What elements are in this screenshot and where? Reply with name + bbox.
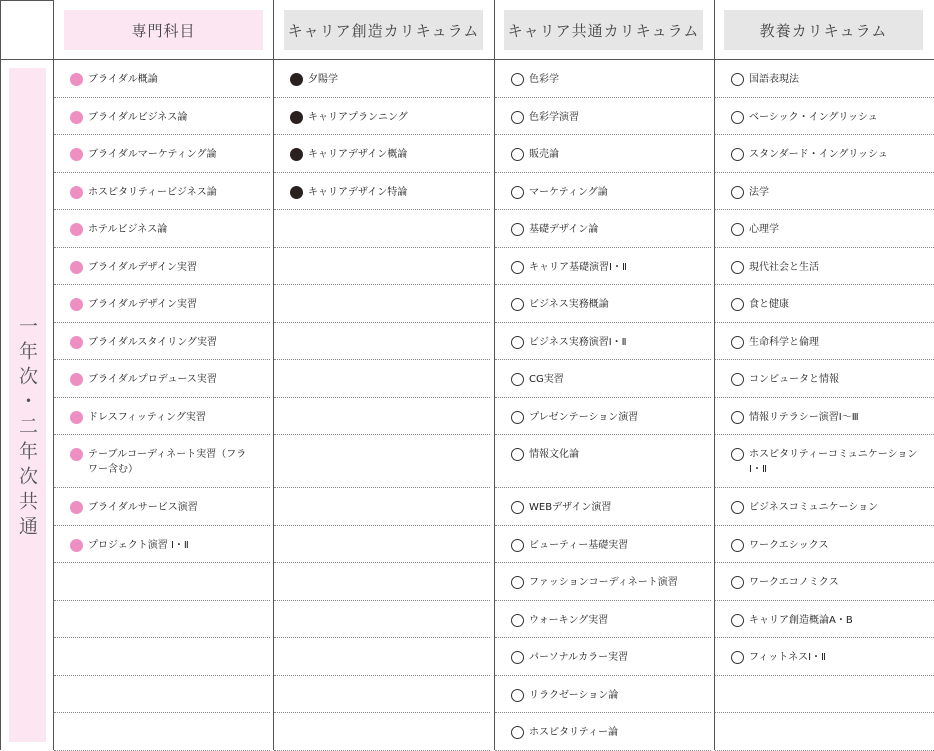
table-row (715, 713, 934, 751)
table-row (495, 210, 711, 248)
open-circle-icon (731, 186, 744, 199)
course-name: プロジェクト演習 Ⅰ・Ⅱ (88, 539, 189, 551)
open-circle-icon (511, 186, 524, 199)
table-row (54, 526, 270, 564)
pink-dot-icon (70, 373, 83, 386)
course-name: ブライダルプロデュース実習 (88, 374, 217, 385)
course-name: ビジネス実務概論 (529, 299, 609, 310)
table-row (715, 563, 934, 601)
course-name: 生命科学と倫理 (749, 336, 819, 348)
table-row (715, 98, 934, 136)
table-row (715, 135, 934, 173)
table-row (274, 60, 490, 98)
table-row (715, 676, 934, 714)
table-row (495, 676, 711, 714)
black-dot-icon (290, 186, 303, 199)
open-circle-icon (731, 336, 744, 349)
pink-dot-icon (70, 539, 83, 552)
open-circle-icon (511, 689, 524, 702)
course-name: マーケティング論 (529, 186, 608, 198)
course-name: ベーシック・イングリッシュ (749, 111, 878, 123)
course-name: 現代社会と生活 (749, 261, 819, 273)
table-row (54, 323, 270, 361)
pink-dot-icon (70, 148, 83, 161)
open-circle-icon (731, 223, 744, 236)
table-row (274, 248, 490, 286)
table-row (274, 488, 490, 526)
table-row (54, 435, 270, 488)
course-name: 情報文化論 (529, 449, 579, 460)
course-name: ブライダルマーケティング論 (88, 149, 217, 160)
table-row (274, 135, 490, 173)
course-name: ブライダルデザイン実習 (88, 261, 197, 273)
course-name: 色彩学 (529, 74, 559, 85)
table-row (715, 285, 934, 323)
column-senmon (54, 60, 270, 751)
table-row (715, 210, 934, 248)
course-name: パーソナルカラー実習 (529, 652, 629, 663)
course-name: ブライダル概論 (88, 74, 158, 85)
open-circle-icon (511, 614, 524, 627)
table-row (495, 98, 711, 136)
table-row (54, 563, 270, 601)
grid-line (0, 0, 54, 1)
course-name: ドレスフィッティング実習 (88, 411, 206, 423)
table-row (274, 210, 490, 248)
course-name: 販売論 (529, 149, 559, 160)
open-circle-icon (731, 576, 744, 589)
course-name: コンピュータと情報 (749, 374, 839, 385)
course-name: ビューティー基礎実習 (529, 539, 629, 551)
open-circle-icon (511, 501, 524, 514)
table-row (274, 173, 490, 211)
course-name: 食と健康 (749, 299, 789, 310)
table-row (274, 360, 490, 398)
course-name: フィットネスⅠ・Ⅱ (749, 652, 826, 663)
black-dot-icon (290, 148, 303, 161)
column-liberal-arts (715, 60, 934, 751)
open-circle-icon (731, 148, 744, 161)
course-name: ビジネス実務演習Ⅰ・Ⅱ (529, 336, 627, 348)
table-row (274, 676, 490, 714)
open-circle-icon (731, 261, 744, 274)
table-row (54, 248, 270, 286)
table-row (715, 601, 934, 639)
table-row (54, 713, 270, 751)
table-row (495, 563, 711, 601)
pink-dot-icon (70, 411, 83, 424)
table-row (495, 135, 711, 173)
course-name: リラクゼーション論 (529, 689, 619, 701)
course-name: スタンダード・イングリッシュ (749, 149, 888, 160)
course-name: 情報リテラシー演習Ⅰ〜Ⅲ (749, 411, 859, 423)
table-row (715, 638, 934, 676)
black-dot-icon (290, 111, 303, 124)
open-circle-icon (511, 411, 524, 424)
table-row (715, 248, 934, 286)
open-circle-icon (731, 111, 744, 124)
table-row (715, 323, 934, 361)
table-row (54, 173, 270, 211)
course-name: ホスピタリティーコミュニケーションⅠ・Ⅱ (749, 449, 918, 475)
table-row (274, 398, 490, 436)
open-circle-icon (731, 73, 744, 86)
open-circle-icon (731, 448, 744, 461)
open-circle-icon (731, 501, 744, 514)
open-circle-icon (511, 223, 524, 236)
course-name: キャリア創造概論A・B (749, 614, 853, 626)
year-label: 一年次・二年次共通 (16, 316, 38, 541)
course-name: ホスピタリティービジネス論 (88, 186, 217, 198)
table-row (495, 488, 711, 526)
table-row (715, 360, 934, 398)
table-row (495, 398, 711, 436)
pink-dot-icon (70, 223, 83, 236)
table-row (274, 601, 490, 639)
table-row (274, 285, 490, 323)
open-circle-icon (511, 298, 524, 311)
table-row (54, 638, 270, 676)
open-circle-icon (511, 651, 524, 664)
table-row (495, 60, 711, 98)
pink-dot-icon (70, 73, 83, 86)
table-row (274, 323, 490, 361)
table-row (54, 98, 270, 136)
course-name: ウォーキング実習 (529, 614, 609, 626)
grid-line (0, 0, 1, 750)
column-header-career-creation: キャリア創造カリキュラム (284, 10, 483, 50)
table-row (274, 98, 490, 136)
table-row (54, 60, 270, 98)
course-name: 法学 (749, 186, 769, 198)
course-name: ブライダルデザイン実習 (88, 299, 197, 310)
open-circle-icon (511, 576, 524, 589)
course-name: 国語表現法 (749, 74, 799, 85)
open-circle-icon (511, 726, 524, 739)
column-header-career-common: キャリア共通カリキュラム (504, 10, 703, 50)
table-row (274, 638, 490, 676)
course-name: ブライダルスタイリング実習 (88, 336, 217, 348)
pink-dot-icon (70, 186, 83, 199)
table-row (54, 488, 270, 526)
table-row (54, 676, 270, 714)
course-name: キャリアデザイン概論 (308, 149, 408, 160)
table-row (495, 360, 711, 398)
course-name: ワークエシックス (749, 539, 829, 551)
course-name: 夕陽学 (308, 74, 338, 85)
table-row (54, 360, 270, 398)
column-career-creation (274, 60, 490, 751)
pink-dot-icon (70, 261, 83, 274)
table-row (495, 638, 711, 676)
table-row (54, 135, 270, 173)
table-row (715, 60, 934, 98)
course-name: キャリア基礎演習Ⅰ・Ⅱ (529, 261, 627, 273)
open-circle-icon (731, 411, 744, 424)
table-row (495, 713, 711, 751)
table-row (54, 398, 270, 436)
open-circle-icon (511, 336, 524, 349)
pink-dot-icon (70, 448, 83, 461)
column-career-common (495, 60, 711, 751)
table-row (495, 285, 711, 323)
pink-dot-icon (70, 336, 83, 349)
course-name: ファッションコーディネート演習 (529, 577, 678, 588)
table-row (715, 173, 934, 211)
pink-dot-icon (70, 111, 83, 124)
open-circle-icon (511, 373, 524, 386)
table-row (715, 488, 934, 526)
table-row (495, 435, 711, 488)
pink-dot-icon (70, 501, 83, 514)
table-row (495, 323, 711, 361)
table-row (274, 563, 490, 601)
course-name: ワークエコノミクス (749, 577, 839, 588)
open-circle-icon (511, 73, 524, 86)
table-row (495, 173, 711, 211)
table-row (495, 601, 711, 639)
table-row (715, 526, 934, 564)
table-row (54, 285, 270, 323)
table-row (54, 601, 270, 639)
open-circle-icon (511, 539, 524, 552)
course-name: ホテルビジネス論 (88, 224, 168, 235)
course-name: CG実習 (529, 374, 564, 385)
course-name: ビジネスコミュニケーション (749, 502, 879, 513)
open-circle-icon (731, 651, 744, 664)
pink-dot-icon (70, 298, 83, 311)
course-name: 基礎デザイン論 (529, 224, 599, 235)
open-circle-icon (731, 539, 744, 552)
column-header-senmon: 専門科目 (64, 10, 263, 50)
course-name: テーブルコーディネート実習（フラワー含む） (88, 449, 247, 475)
open-circle-icon (731, 373, 744, 386)
open-circle-icon (511, 148, 524, 161)
course-name: 色彩学演習 (529, 111, 579, 123)
course-name: キャリアデザイン特論 (308, 186, 408, 198)
course-name: プレゼンテーション演習 (529, 411, 639, 423)
table-row (274, 435, 490, 488)
table-row (274, 713, 490, 751)
course-name: 心理学 (749, 224, 779, 235)
course-name: WEBデザイン演習 (529, 502, 612, 513)
course-name: キャリアプランニング (308, 111, 408, 123)
open-circle-icon (511, 111, 524, 124)
open-circle-icon (731, 298, 744, 311)
course-name: ブライダルビジネス論 (88, 111, 188, 123)
table-row (54, 210, 270, 248)
table-row (274, 526, 490, 564)
course-name: ブライダルサービス演習 (88, 502, 198, 513)
table-row (715, 398, 934, 436)
open-circle-icon (511, 448, 524, 461)
column-header-liberal-arts: 教養カリキュラム (724, 10, 923, 50)
table-row (715, 435, 934, 488)
open-circle-icon (731, 614, 744, 627)
course-name: ホスピタリティー論 (529, 727, 618, 738)
table-row (495, 526, 711, 564)
table-row (495, 248, 711, 286)
black-dot-icon (290, 73, 303, 86)
open-circle-icon (511, 261, 524, 274)
